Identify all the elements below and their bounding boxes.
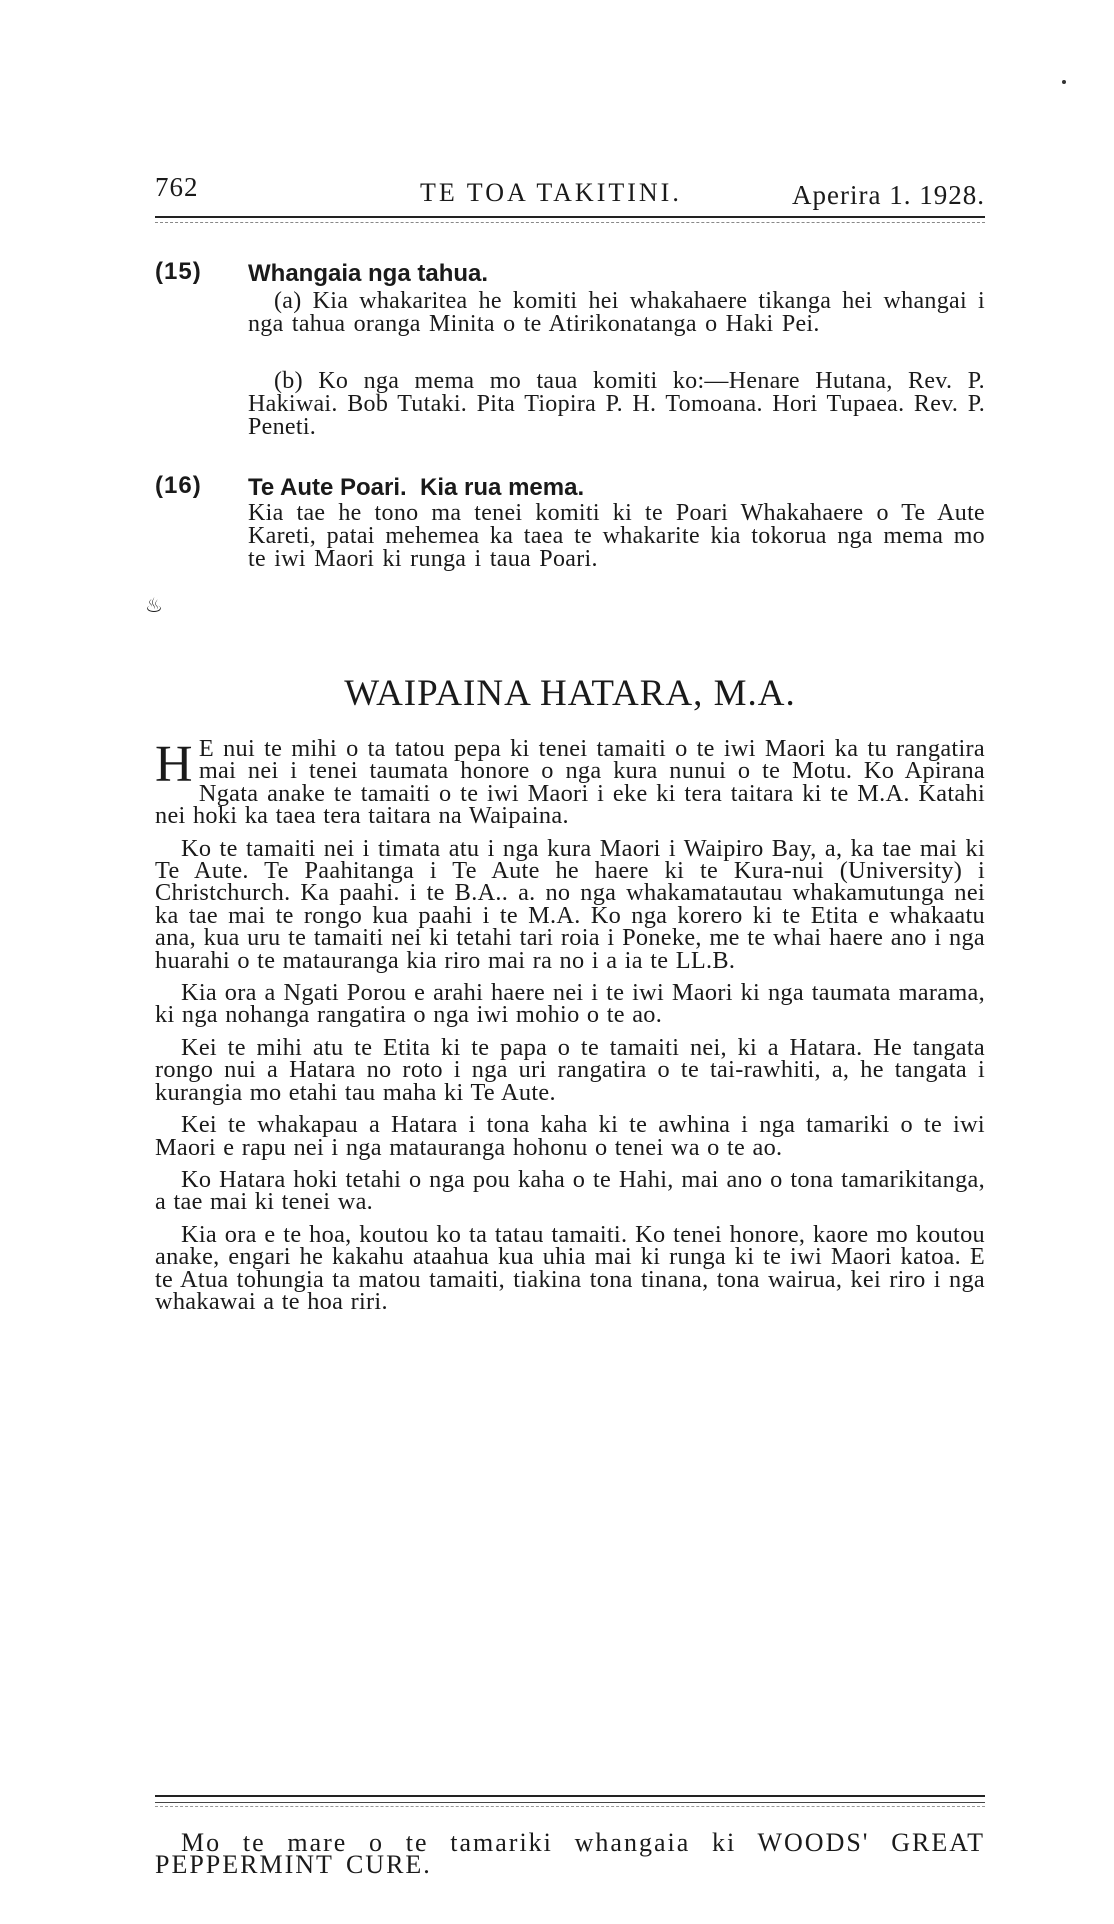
article-body <box>155 735 985 1315</box>
section-paragraph: Kia tae he tono ma tenei komiti ki te Poari Whakahaere o Te Aute Kareti, patai mehemea ka taea te whakarite kia tokorua nga mema mo te iwi Maori ki runga i taua Poari. <box>248 500 985 572</box>
header-rule <box>155 216 985 218</box>
page-number: 762 <box>155 172 199 202</box>
section-number: (15) <box>155 258 202 285</box>
article-paragraph: Kia ora a Ngati Porou e arahi haere nei i te iwi Maori ki nga taumata marama, ki nga nohanga rangatira o nga iwi mohio o te ao. <box>155 979 985 1029</box>
section-number: (16) <box>155 472 202 499</box>
footer-rule-thin <box>155 1802 985 1803</box>
issue-date: Aperira 1. 1928. <box>792 180 985 210</box>
article-paragraph: Kei te mihi atu te Etita ki te papa o te tamaiti nei, ki a Hatara. He tangata rongo nui a Hatara no roto i nga uri rangatira o te tai-rawhiti, a, he tangata i kurangia mo etahi tau maha ki Te Aute. <box>155 1033 985 1106</box>
article-paragraph: Ko te tamaiti nei i timata atu i nga kura Maori i Waipiro Bay, a, ka tae mai ki Te Aute. Te Paahitanga i Te Aute he haere ki te Kura-nui (University) i Christchurch. Ka paahi. i te B.A.. a. no nga whakamatautau whakamutunga nei ka tae mai te rongo kua paahi i te M.A. Ko nga korero ki te Etita e whakaatu ana, kua uru te tamaiti nei ki tetahi tari roia i Poneke, me te whai haere ano i nga huarahi o te matauranga kia riro mai ra no i a ia te LL.B. <box>155 834 985 974</box>
article-paragraph: Kia ora e te hoa, koutou ko ta tatau tamaiti. Ko tenei honore, kaore mo koutou anake, engari he kakahu ataahua kua uhia mai ki runga ki te iwi Maori katoa. E te Atua tohungia ta matou tamaiti, tiakina tona tinana, tona wairua, kei riro i nga whakawai a te hoa riri. <box>155 1220 985 1315</box>
article-paragraph: Ko Hatara hoki tetahi o nga pou kaha o te Hahi, mai ano o tona tamarikitanga, a tae mai ki tenei wa. <box>155 1165 985 1216</box>
section-heading: Whangaia nga tahua. <box>248 260 489 287</box>
footer-rule <box>155 1795 985 1797</box>
margin-mark: ♨ <box>145 595 163 617</box>
footer-rule-dashed <box>155 1806 985 1807</box>
section-paragraph: (a) Kia whakaritea he komiti hei whakahaere tikanga hei whangai i nga tahua oranga Minita o te Atirikonatanga o Haki Pei. <box>248 288 985 337</box>
article-paragraph: Kei te whakapau a Hatara i tona kaha ki te awhina i nga tamariki o te iwi Maori e rapu nei i nga matauranga hohonu o tenei wa o te ao. <box>155 1111 985 1161</box>
speck-dot <box>1062 80 1066 84</box>
advertisement <box>155 1828 985 1879</box>
page-header <box>155 172 985 212</box>
section-heading: Te Aute Poari. Kia rua mema. <box>248 474 585 501</box>
publication-title: TE TOA TAKITINI. <box>420 178 682 207</box>
section-paragraph: (b) Ko nga mema mo taua komiti ko:—Henare Hutana, Rev. P. Hakiwai. Bob Tutaki. Pita Tiopira P. H. Tomoana. Hori Tupaea. Rev. P. Peneti. <box>248 368 985 440</box>
advert-text: Mo te mare o te tamariki whangaia ki WOODS' GREAT PEPPERMINT CURE. <box>155 1828 985 1879</box>
article-title: WAIPAINA HATARA, M.A. <box>344 673 796 714</box>
lead-text: E nui te mihi o ta tatou pepa ki tenei tamaiti o te iwi Maori ka tu rangatira mai nei i tenei taumata honore o nga kura nunui o te Motu. Ko Apirana Ngata anake te tamaiti o te iwi Maori i eke ki tera taitara ki te M.A. Katahi nei hoki ka taea tera taitara na Waipaina. <box>155 735 985 830</box>
article-lead-paragraph <box>155 735 985 830</box>
section-15 <box>155 258 985 458</box>
header-rule-thin <box>155 222 985 223</box>
drop-cap: H <box>155 736 193 793</box>
section-16 <box>155 472 985 622</box>
